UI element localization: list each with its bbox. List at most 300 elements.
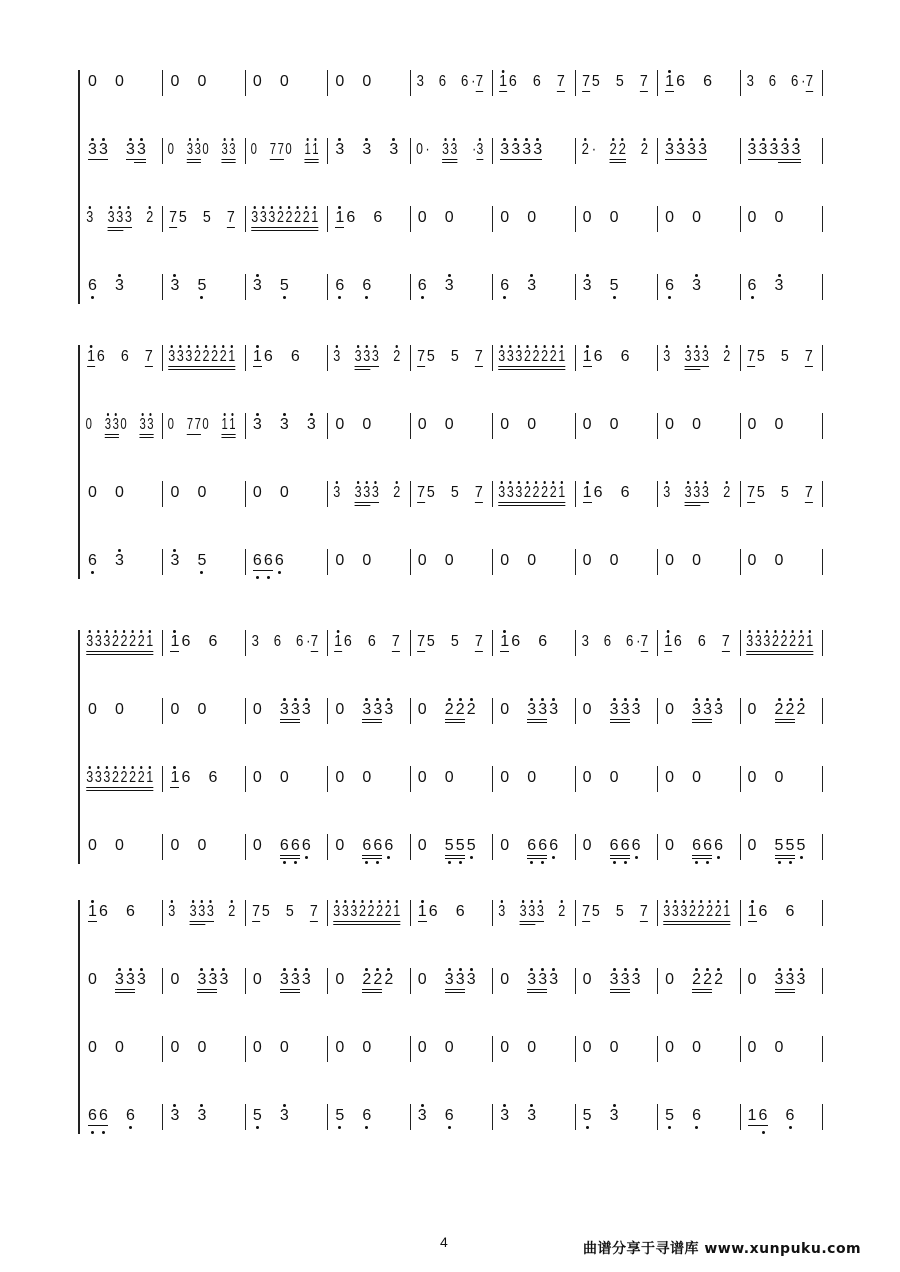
note: 3: [137, 971, 146, 988]
note: 3: [581, 633, 589, 650]
note: 1: [252, 348, 262, 365]
augmentation-dot: ·: [591, 141, 596, 158]
octave-dot-above: [613, 1104, 616, 1107]
octave-dot-below: [503, 296, 506, 299]
note: 0: [609, 1039, 619, 1056]
note: 3: [279, 416, 289, 433]
note: 7: [309, 903, 318, 920]
duration-underline: [311, 651, 318, 652]
note: 0: [747, 837, 757, 854]
note: 0: [500, 971, 510, 988]
note: 0: [252, 971, 262, 988]
note: 0: [362, 769, 372, 786]
note: 3: [549, 971, 559, 988]
measure-s2-r1-b3: [245, 345, 327, 375]
note: 0: [335, 73, 345, 90]
note: 3: [333, 348, 341, 365]
note: 6: [674, 633, 682, 650]
note: 3: [444, 971, 454, 988]
note: 6: [747, 277, 757, 294]
duration-underline: [418, 921, 427, 922]
note: 3: [519, 903, 527, 920]
note: 1: [723, 903, 731, 920]
measure-s2-r4-b5: [410, 549, 492, 579]
octave-dot-above: [751, 900, 754, 903]
duration-underline: [618, 989, 630, 990]
measure-s1-r1-b2: [162, 70, 244, 100]
measure-s2-r2-b1: [80, 413, 154, 443]
note: 3: [86, 633, 94, 650]
note: 3: [290, 971, 300, 988]
barline: [822, 698, 823, 724]
octave-dot-above: [448, 698, 451, 701]
note: 2: [780, 633, 788, 650]
note: 0: [692, 769, 702, 786]
octave-dot-above: [110, 206, 112, 209]
duration-underline: [170, 227, 178, 228]
note: 0: [665, 971, 675, 988]
octave-dot-above: [782, 630, 784, 633]
note: 1: [312, 141, 319, 158]
note: 5: [615, 73, 624, 90]
note: 6: [460, 73, 469, 90]
duration-underline: [721, 921, 730, 922]
duration-underline: [530, 159, 542, 160]
measure-s3-r1-b4: [327, 630, 400, 660]
note: 0: [115, 73, 124, 90]
measure-s4-r3-b4: [327, 1036, 409, 1066]
measure-s1-r3-b6: [492, 206, 574, 236]
note: 2: [120, 769, 128, 786]
duration-underline: [778, 651, 787, 652]
note: 0: [527, 209, 537, 226]
note: 3: [168, 348, 176, 365]
note: 3: [112, 416, 119, 433]
note: 0: [527, 552, 537, 569]
note: 3: [692, 701, 702, 718]
note: 2: [689, 903, 697, 920]
barline: [822, 968, 823, 994]
note: 6: [785, 903, 795, 920]
note: 2: [706, 903, 714, 920]
note: 0: [279, 769, 289, 786]
note: 3: [511, 141, 521, 158]
duration-underline: [275, 159, 283, 160]
octave-dot-below: [283, 296, 286, 299]
octave-dot-above: [140, 968, 143, 971]
augmentation-dot: ·: [471, 141, 476, 158]
note: 3: [115, 277, 124, 294]
note: 6: [263, 552, 273, 569]
measure-s1-r2-b2: [162, 138, 237, 168]
note: 3: [785, 971, 795, 988]
note: 0: [692, 552, 702, 569]
measure-s2-r3-b5: [410, 481, 483, 511]
octave-dot-below: [762, 1131, 765, 1134]
note: 7: [169, 209, 178, 226]
note: 0: [692, 1039, 702, 1056]
duration-underline: [640, 91, 648, 92]
note: 3: [94, 769, 102, 786]
duration-underline: [170, 787, 179, 788]
note: 0: [197, 701, 207, 718]
duration-underline: [361, 369, 370, 370]
duration-underline: [261, 570, 273, 571]
note: 1: [170, 769, 180, 786]
note: 6: [620, 348, 630, 365]
note: 6: [208, 633, 218, 650]
duration-underline: [288, 719, 300, 720]
note: 0: [250, 141, 257, 158]
measure-s2-r3-b1: [80, 481, 162, 511]
note: 1: [304, 141, 311, 158]
note: 1: [665, 73, 675, 90]
note: 5: [450, 633, 459, 650]
note: 7: [639, 73, 648, 90]
note: 3: [527, 277, 537, 294]
note: 0: [252, 769, 262, 786]
duration-underline: [361, 505, 370, 506]
duration-underline: [110, 434, 118, 435]
measure-s3-r4-b3: [245, 834, 327, 864]
note: 2: [703, 971, 713, 988]
note: 0: [88, 1039, 97, 1056]
note: 3: [373, 701, 383, 718]
note: 3: [354, 484, 362, 501]
duration-underline: [526, 924, 535, 925]
barline: [822, 1036, 823, 1062]
octave-dot-above: [479, 138, 481, 141]
note: 0: [500, 209, 510, 226]
barline: [822, 138, 823, 164]
note: 2: [373, 971, 383, 988]
note: 3: [207, 903, 215, 920]
octave-dot-above: [89, 766, 91, 769]
augmentation-dot: ·: [470, 73, 476, 90]
note: 2: [120, 633, 128, 650]
note: 7: [416, 348, 425, 365]
octave-dot-above: [624, 698, 627, 701]
note: 6: [344, 633, 353, 650]
octave-dot-above: [149, 630, 151, 633]
octave-dot-below: [338, 296, 341, 299]
note: 5: [774, 837, 784, 854]
note: 6: [295, 633, 304, 650]
octave-dot-above: [294, 698, 297, 701]
note: 1: [334, 633, 343, 650]
note: 0: [170, 73, 180, 90]
note: 3: [342, 903, 350, 920]
note: 7: [474, 348, 483, 365]
octave-dot-above: [114, 766, 116, 769]
octave-dot-above: [283, 698, 286, 701]
note: 3: [769, 141, 779, 158]
octave-dot-below: [129, 1126, 132, 1129]
note: 3: [389, 141, 399, 158]
note: 6: [714, 837, 724, 854]
barline: [822, 900, 823, 926]
measure-s2-r4-b6: [492, 549, 574, 579]
note: 2: [285, 209, 293, 226]
barline: [822, 413, 823, 439]
note: 6: [274, 552, 284, 569]
note: 2: [524, 484, 532, 501]
octave-dot-above: [131, 630, 133, 633]
duration-underline: [310, 162, 318, 163]
duration-underline: [700, 989, 712, 990]
note: 0: [335, 769, 345, 786]
duration-underline: [144, 787, 153, 788]
note: 0: [747, 701, 757, 718]
note: 3: [549, 701, 559, 718]
note: 0: [279, 484, 289, 501]
note: 3: [533, 141, 543, 158]
note: 3: [170, 552, 180, 569]
measure-s4-r1-b7: [575, 900, 648, 930]
note: 3: [104, 416, 112, 433]
octave-dot-below: [294, 861, 297, 864]
measure-s1-r4-b4: [327, 274, 409, 304]
octave-dot-above: [470, 968, 473, 971]
measure-s1-r1-b1: [80, 70, 162, 100]
note: 1: [87, 348, 96, 365]
octave-dot-below: [624, 861, 627, 864]
octave-dot-above: [459, 698, 462, 701]
note: 0: [527, 416, 537, 433]
note: 1: [747, 1107, 757, 1124]
duration-underline: [123, 992, 135, 993]
measure-s1-r3-b9: [740, 206, 822, 236]
duration-underline: [228, 159, 236, 160]
barline: [822, 345, 823, 371]
note: 0: [747, 552, 757, 569]
note: 3: [333, 903, 341, 920]
measure-s1-r1-b8: [657, 70, 739, 100]
measure-s3-r2-b1: [80, 698, 162, 728]
note: 0: [88, 484, 97, 501]
duration-underline: [453, 992, 465, 993]
measure-s4-r2-b7: [575, 968, 657, 998]
duration-underline: [769, 651, 778, 652]
octave-dot-above: [131, 766, 133, 769]
duration-underline: [535, 855, 547, 856]
note: 0: [170, 971, 180, 988]
note: 6: [181, 769, 191, 786]
measure-s3-r4-b9: [740, 834, 822, 864]
duration-underline: [700, 992, 712, 993]
octave-dot-above: [314, 138, 316, 141]
octave-dot-below: [751, 296, 754, 299]
note: 3: [252, 277, 262, 294]
augmentation-dot: ·: [305, 633, 311, 650]
octave-dot-above: [643, 138, 645, 141]
note: 7: [804, 348, 813, 365]
note: 6: [620, 484, 630, 501]
note: 3: [198, 903, 206, 920]
note: 3: [107, 209, 115, 226]
octave-dot-above: [106, 766, 108, 769]
note: 0: [527, 769, 537, 786]
note: 3: [791, 141, 801, 158]
duration-underline: [448, 162, 457, 163]
duration-underline: [370, 719, 382, 720]
note: 5: [450, 348, 459, 365]
note: 6: [790, 73, 798, 90]
octave-dot-below: [448, 861, 451, 864]
note: 2: [541, 348, 549, 365]
duration-underline: [535, 722, 547, 723]
octave-dot-above: [129, 968, 132, 971]
measure-s2-r1-b9: [740, 345, 813, 375]
note: 5: [780, 484, 789, 501]
note: 0: [170, 701, 180, 718]
note: 7: [269, 141, 276, 158]
octave-dot-above: [305, 968, 308, 971]
octave-dot-above: [795, 138, 798, 141]
note: 3: [208, 971, 218, 988]
measure-s2-r2-b9: [740, 413, 822, 443]
measure-s3-r3-b1: [80, 766, 154, 796]
note: 7: [392, 633, 401, 650]
measure-s2-r3-b7: [575, 481, 657, 511]
duration-underline: [309, 227, 318, 228]
note: 0: [500, 701, 510, 718]
octave-dot-above: [444, 138, 446, 141]
note: 0: [417, 1039, 427, 1056]
note: 0: [774, 416, 784, 433]
note: 2: [788, 633, 796, 650]
octave-dot-below: [459, 861, 462, 864]
octave-dot-below: [256, 576, 259, 579]
octave-dot-above: [305, 206, 307, 209]
note: 3: [500, 141, 510, 158]
measure-s4-r2-b1: [80, 968, 162, 998]
duration-underline: [309, 230, 318, 231]
note: 6: [676, 73, 686, 90]
note: 5: [609, 277, 619, 294]
octave-dot-above: [310, 413, 313, 416]
octave-dot-above: [748, 630, 750, 633]
octave-dot-below: [338, 1126, 341, 1129]
note: 3: [498, 484, 506, 501]
duration-underline: [453, 858, 465, 859]
note: 3: [279, 1107, 289, 1124]
duration-underline: [144, 654, 153, 655]
note: 0: [362, 73, 372, 90]
note: 3: [703, 701, 713, 718]
note: 7: [474, 633, 483, 650]
measure-s4-r1-b4: [327, 900, 401, 930]
octave-dot-above: [306, 138, 308, 141]
measure-s4-r3-b7: [575, 1036, 657, 1066]
note: 2: [541, 484, 549, 501]
note: 1: [88, 903, 97, 920]
octave-dot-below: [541, 861, 544, 864]
barline: [822, 549, 823, 575]
duration-underline: [535, 858, 547, 859]
note: 5: [426, 633, 435, 650]
note: 5: [426, 348, 435, 365]
system-bracket-line: [78, 345, 80, 579]
note: 6: [252, 552, 262, 569]
measure-s3-r1-b8: [657, 630, 730, 660]
measure-s1-r4-b3: [245, 274, 327, 304]
duration-underline: [453, 989, 465, 990]
duration-underline: [288, 722, 300, 723]
note: 7: [416, 484, 425, 501]
note: 1: [582, 348, 592, 365]
note: 3: [527, 971, 537, 988]
note: 5: [615, 903, 624, 920]
note: 0: [417, 209, 427, 226]
octave-dot-above: [149, 413, 151, 416]
note: 3: [498, 348, 506, 365]
duration-underline: [748, 921, 757, 922]
duration-underline: [370, 502, 379, 503]
note: 0: [444, 552, 454, 569]
octave-dot-above: [97, 766, 99, 769]
note: 6: [373, 837, 383, 854]
note: 0: [197, 837, 207, 854]
duration-underline: [665, 91, 674, 92]
duration-underline: [145, 366, 153, 367]
measure-s4-r4-b2: [162, 1104, 244, 1134]
note: 5: [785, 837, 795, 854]
note: 1: [664, 633, 673, 650]
note: 2: [714, 903, 722, 920]
note: 3: [372, 484, 380, 501]
measure-s1-r2-b5: [410, 138, 484, 168]
octave-dot-above: [453, 138, 455, 141]
note: 3: [684, 484, 692, 501]
duration-underline: [475, 651, 483, 652]
note: 0: [665, 552, 675, 569]
octave-dot-below: [102, 1131, 105, 1134]
octave-dot-above: [774, 630, 776, 633]
measure-s3-r2-b4: [327, 698, 409, 728]
measure-s2-r1-b8: [657, 345, 731, 375]
duration-underline: [96, 1125, 108, 1126]
octave-dot-above: [107, 413, 109, 416]
note: 0: [609, 416, 619, 433]
note: 3: [362, 141, 372, 158]
note: 6: [758, 1107, 768, 1124]
note: 2: [146, 209, 154, 226]
note: 3: [251, 633, 259, 650]
duration-underline: [205, 921, 214, 922]
duration-underline: [476, 159, 483, 160]
note: 6: [538, 837, 548, 854]
note: 0: [417, 701, 427, 718]
duration-underline: [253, 366, 262, 367]
measure-s1-r1-b6: [492, 70, 565, 100]
measure-s2-r2-b4: [327, 413, 409, 443]
duration-underline: [370, 722, 382, 723]
note: 5: [756, 484, 765, 501]
octave-dot-below: [470, 856, 473, 859]
note: 0: [88, 971, 97, 988]
note: 0: [500, 416, 510, 433]
note: 2: [294, 209, 301, 226]
note: 0: [500, 769, 510, 786]
note: 0: [170, 837, 180, 854]
octave-dot-below: [635, 856, 638, 859]
measure-s3-r4-b8: [657, 834, 739, 864]
note: 0: [444, 1039, 454, 1056]
note: 6: [290, 348, 300, 365]
note: 2: [385, 903, 392, 920]
note: 7: [474, 484, 483, 501]
